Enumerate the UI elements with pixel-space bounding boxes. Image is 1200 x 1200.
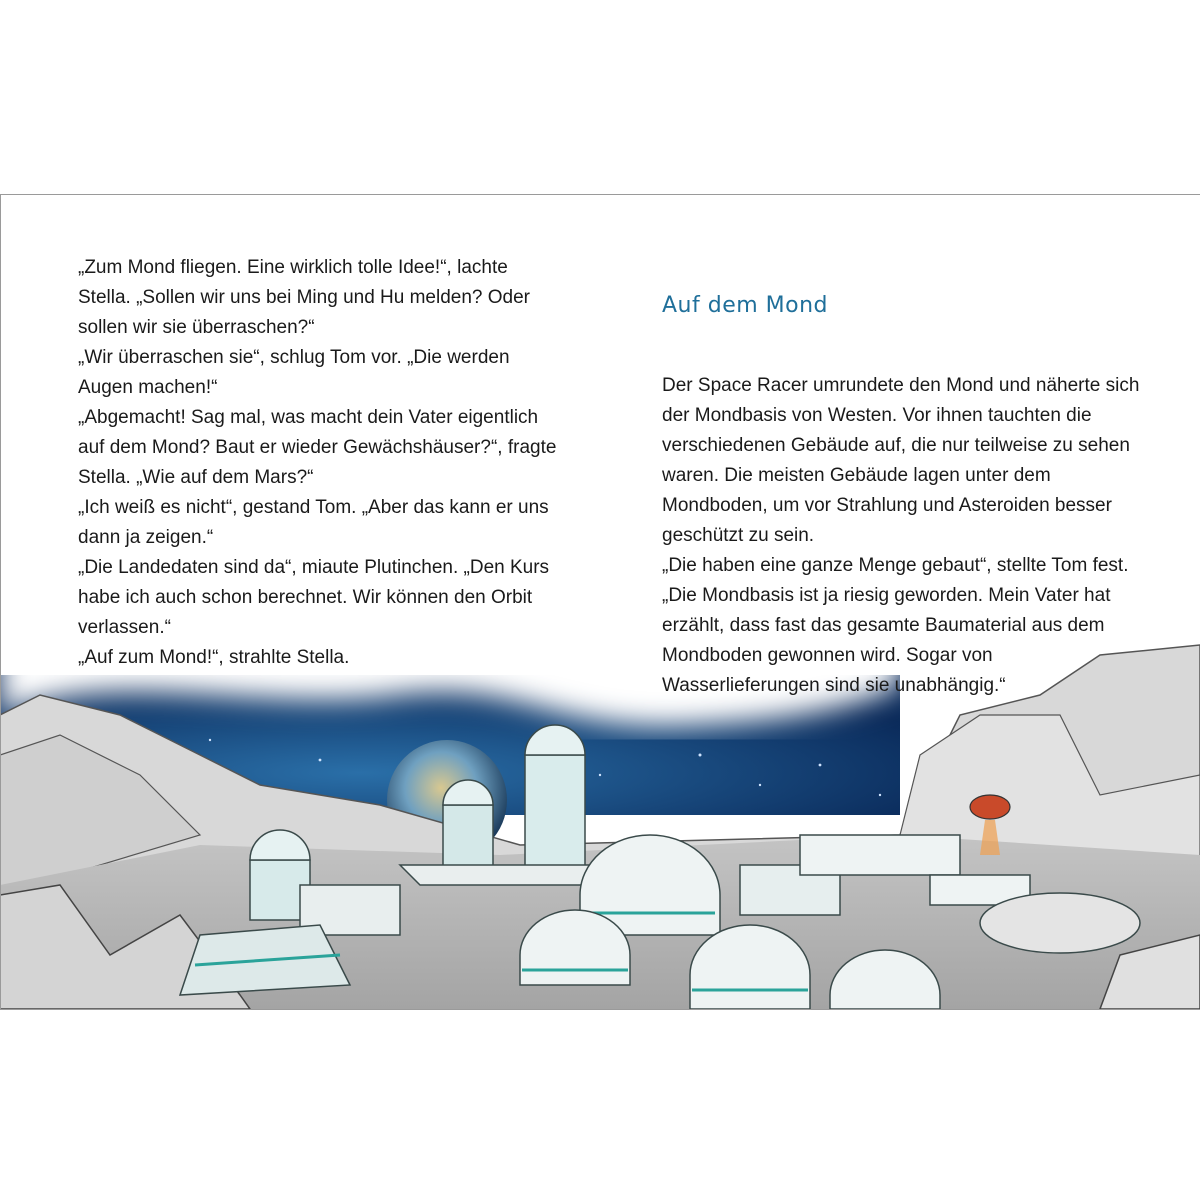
chapter-heading: Auf dem Mond xyxy=(662,293,829,318)
right-text-column xyxy=(662,371,1142,701)
book-spread xyxy=(0,194,1200,1010)
paragraph: „Auf zum Mond!“, strahlte Stella. xyxy=(78,647,350,668)
paragraph: „Abgemacht! Sag mal, was macht dein Vater eigentlich auf dem Mond? Baut er wieder Gewächshäuser?“, fragte Stella. „Wie auf dem Mars?“ xyxy=(78,407,557,488)
page-border xyxy=(0,195,1,1009)
left-text-column xyxy=(78,253,558,673)
paragraph: Der Space Racer umrundete den Mond und näherte sich der Mondbasis von Westen. Vor ihnen tauchten die verschiedenen Gebäude auf, die nur teilweise zu sehen waren. Die meisten Gebäude lagen unter dem Mondboden, um vor Strahlung und Asteroiden besser geschützt zu sein. xyxy=(662,375,1140,546)
paragraph: „Zum Mond fliegen. Eine wirklich tolle Idee!“, lachte Stella. „Sollen wir uns bei Ming und Hu melden? Oder sollen wir sie überraschen?“ xyxy=(78,257,531,338)
paragraph: „Ich weiß es nicht“, gestand Tom. „Aber das kann er uns dann ja zeigen.“ xyxy=(78,497,549,548)
paragraph: „Die haben eine ganze Menge gebaut“, stellte Tom fest. „Die Mondbasis ist ja riesig geworden. Mein Vater hat erzählt, dass fast das gesamte Baumaterial aus dem Mondboden gewonnen wird. Sogar von Wasserlieferungen sind sie unabhängig.“ xyxy=(662,555,1129,696)
paragraph: „Wir überraschen sie“, schlug Tom vor. „Die werden Augen machen!“ xyxy=(78,347,510,398)
paragraph: „Die Landedaten sind da“, miaute Plutinchen. „Den Kurs habe ich auch schon berechnet. Wir können den Orbit verlassen.“ xyxy=(78,557,550,638)
